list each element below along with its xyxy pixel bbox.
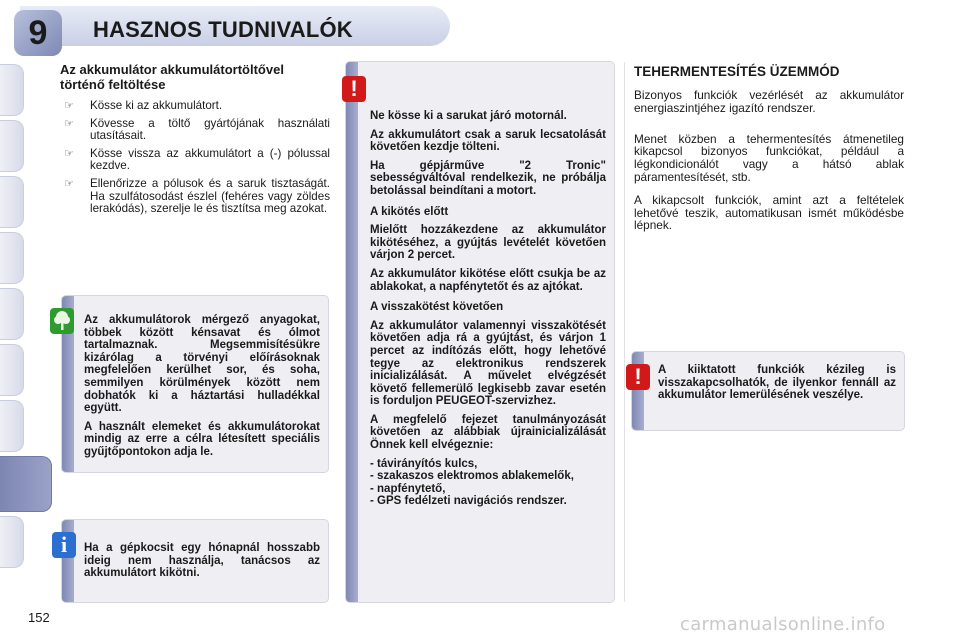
- warning-text: A megfelelő fejezet tanulmányozását követően az alábbiak újrainicializálását Önnek kell elvégeznie:: [370, 413, 606, 452]
- reinit-list-item: - távirányítós kulcs,: [370, 457, 478, 470]
- environment-note-text: Az akkumulátorok mérgező anyagokat, többek között kénsavat és ólmot tartalmaznak. Megsemmisítésükre kizárólag a törvényi előírásoknak megfelelően kerülhet sor, és soha, semmilyen körülmények között nem dobhatók ki a háztartási hulladékkal együtt.: [84, 314, 320, 415]
- warning-text: A kiiktatott funkciók kézileg is visszakapcsolhatók, de ilyenkor fennáll az akkumulátor lemerülésének veszélye.: [658, 364, 896, 402]
- info-note-box: [62, 520, 328, 602]
- watermark: carmanualsonline.info: [680, 614, 886, 635]
- chapter-number: 9: [14, 10, 62, 56]
- instruction-list: [60, 100, 330, 216]
- side-tab-4[interactable]: [0, 232, 24, 284]
- page-title: HASZNOS TUDNIVALÓK: [93, 17, 353, 42]
- column-right: [634, 62, 904, 232]
- warning-text: Ne kösse ki a sarukat járó motornál.: [370, 110, 567, 122]
- pointing-hand-icon: ☞: [64, 147, 74, 160]
- battery-warning-box: [346, 62, 614, 602]
- side-tab-1[interactable]: [0, 64, 24, 116]
- info-icon: i: [52, 532, 76, 558]
- side-tab-3[interactable]: [0, 176, 24, 228]
- side-tab-2[interactable]: [0, 120, 24, 172]
- environment-note-box: [62, 296, 328, 472]
- warning-text: Az akkumulátort csak a saruk lecsatolását követően kezdje tölteni.: [370, 128, 606, 154]
- reinit-list-item: - napfénytető,: [370, 482, 446, 495]
- subsection-title: A visszakötést követően: [370, 301, 504, 314]
- page-number: 152: [28, 610, 50, 625]
- warning-text: Az akkumulátor valamennyi visszakötését követően adja rá a gyújtást, és várjon 1 percet az indítózás előtt, hogy lehetővé tegye az elektronikus rendszerek inicializálását. A művelet elvégzését követő fellemerülő legkisebb zavar esetén is forduljon PEUGEOT-szervizhez.: [370, 319, 606, 408]
- warning-icon: !: [626, 364, 650, 390]
- section-heading: Az akkumulátor akkumulátortöltővel történő feltöltése: [60, 62, 284, 92]
- warning-text: Mielőtt hozzákezdene az akkumulátor kikötéséhez, a gyújtás levételét követően várjon 2 percet.: [370, 224, 606, 262]
- side-tab-6[interactable]: [0, 344, 24, 396]
- box-accent-bar: [346, 62, 358, 602]
- paragraph: A kikapcsolt funkciók, amint azt a feltételek lehetővé teszik, automatikusan ismét működésbe lépnek.: [634, 192, 904, 233]
- side-tab-active[interactable]: [0, 456, 52, 512]
- tree-icon: [50, 308, 74, 334]
- reinit-list-item: - szakaszos elektromos ablakemelők,: [370, 470, 574, 483]
- side-tab-7[interactable]: [0, 400, 24, 452]
- environment-note-text: A használt elemeket és akkumulátorokat mindig az erre a célra létesített speciális gyűjtőpontokon adja le.: [84, 420, 320, 458]
- list-item: ☞ Kösse vissza az akkumulátort a (-) pólussal kezdve.: [64, 146, 330, 173]
- paragraph: Menet közben a tehermentesítés átmenetileg kikapcsol bizonyos funkciókat, például a légkondicionálót vagy a hátsó ablak páramentesítését, stb.: [634, 131, 904, 184]
- warning-icon: !: [342, 76, 366, 102]
- manual-reactivation-warning-box: [632, 352, 904, 430]
- info-note-text: Ha a gépkocsit egy hónapnál hosszabb ideig nem használja, tanácsos az akkumulátort kikötni.: [84, 542, 320, 580]
- warning-text: Az akkumulátor kikötése előtt csukja be az ablakokat, a napfénytetőt és az ajtókat.: [370, 267, 606, 293]
- pointing-hand-icon: ☞: [64, 100, 74, 112]
- paragraph: Bizonyos funkciók vezérlését az akkumulátor energiaszintjéhez igazító rendszer.: [634, 88, 904, 115]
- column-left: [60, 62, 330, 221]
- side-tab-9[interactable]: [0, 516, 24, 568]
- side-tab-5[interactable]: [0, 288, 24, 340]
- pointing-hand-icon: ☞: [64, 177, 74, 190]
- reinit-list-item: - GPS fedélzeti navigációs rendszer.: [370, 495, 567, 508]
- warning-text: Ha gépjárműve "2 Tronic" sebességváltóval rendelkezik, ne próbálja betolással beindítani a motort.: [370, 159, 606, 197]
- section-title: TEHERMENTESÍTÉS ÜZEMMÓD: [634, 64, 840, 79]
- list-item: ☞ Ellenőrizze a pólusok és a saruk tisztaságát. Ha szulfátosodást észlel (fehéres vagy zöldes lerakódás), szerelje le és tisztítsa meg azokat.: [64, 176, 330, 216]
- list-item: ☞ Kösse ki az akkumulátort.: [64, 99, 223, 112]
- column-divider: [624, 62, 625, 602]
- subsection-title: A kikötés előtt: [370, 205, 449, 218]
- pointing-hand-icon: ☞: [64, 117, 74, 130]
- list-item: ☞ Kövesse a töltő gyártójának használati utasításait.: [64, 116, 330, 143]
